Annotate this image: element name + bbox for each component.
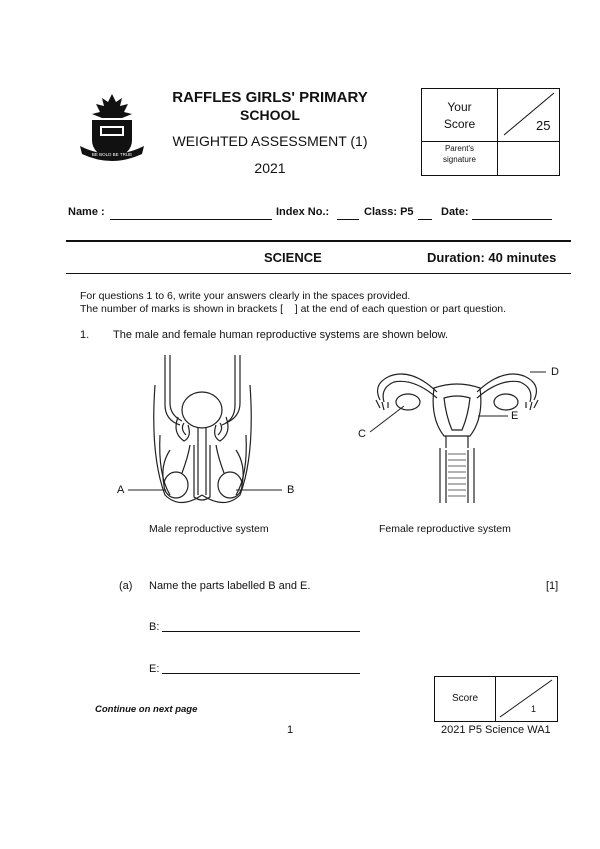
school-name-line1: RAFFLES GIRLS' PRIMARY (172, 89, 368, 106)
crest-motto: BE BOLD BE TRUE (91, 152, 133, 157)
subject-title: SCIENCE (264, 250, 322, 265)
school-crest-icon (78, 92, 146, 164)
instructions-line2: The number of marks is shown in brackets [ ] at the end of each question or part question. (80, 303, 507, 315)
top-score-box (421, 88, 560, 176)
answer-b-label: B: (149, 621, 160, 633)
answer-e-field[interactable] (162, 673, 360, 674)
label-d: D (551, 366, 559, 378)
parent-signature-label: Parent's signature (443, 144, 476, 164)
question-number: 1. (80, 329, 90, 341)
label-a: A (117, 484, 125, 496)
school-name-line2: SCHOOL (240, 107, 300, 123)
female-caption: Female reproductive system (379, 523, 511, 535)
class-field[interactable] (418, 219, 432, 220)
score-divider-line (498, 89, 559, 141)
total-score: 25 (536, 118, 551, 133)
part-a-label: (a) (119, 580, 133, 592)
index-field[interactable] (337, 219, 359, 220)
duration: Duration: 40 minutes (427, 250, 557, 265)
label-b: B (287, 484, 295, 496)
part-a-text: Name the parts labelled B and E. (149, 580, 311, 592)
date-label: Date: (441, 206, 469, 218)
paper-code: 2021 P5 Science WA1 (441, 724, 551, 736)
assessment-year: 2021 (254, 160, 286, 176)
label-c: C (358, 428, 366, 440)
answer-b-field[interactable] (162, 631, 360, 632)
name-label: Name : (68, 206, 105, 218)
date-field[interactable] (472, 219, 552, 220)
subject-top-rule (66, 240, 571, 242)
male-reproductive-diagram (110, 345, 310, 515)
parent-signature-field[interactable] (498, 142, 559, 175)
page-number: 1 (287, 724, 294, 736)
bottom-score-box (434, 676, 558, 722)
class-label: Class: P5 (364, 206, 414, 218)
continue-note: Continue on next page (95, 704, 198, 715)
instructions-line1: For questions 1 to 6, write your answers clearly in the spaces provided. (80, 290, 411, 302)
score-label: Score (451, 693, 479, 704)
your-score-label: Your Score (443, 100, 476, 131)
assessment-title: WEIGHTED ASSESSMENT (1) (172, 133, 368, 149)
label-e: E (511, 410, 519, 422)
answer-e-label: E: (149, 663, 160, 675)
subject-bottom-rule (66, 273, 571, 274)
name-field[interactable] (110, 219, 272, 220)
bottom-score-divider (496, 677, 557, 721)
part-a-marks: [1] (546, 580, 559, 592)
male-caption: Male reproductive system (149, 523, 269, 535)
question-text: The male and female human reproductive systems are shown below. (113, 329, 449, 341)
score-total: 1 (531, 704, 537, 714)
index-label: Index No.: (276, 206, 330, 218)
female-reproductive-diagram (362, 358, 562, 508)
